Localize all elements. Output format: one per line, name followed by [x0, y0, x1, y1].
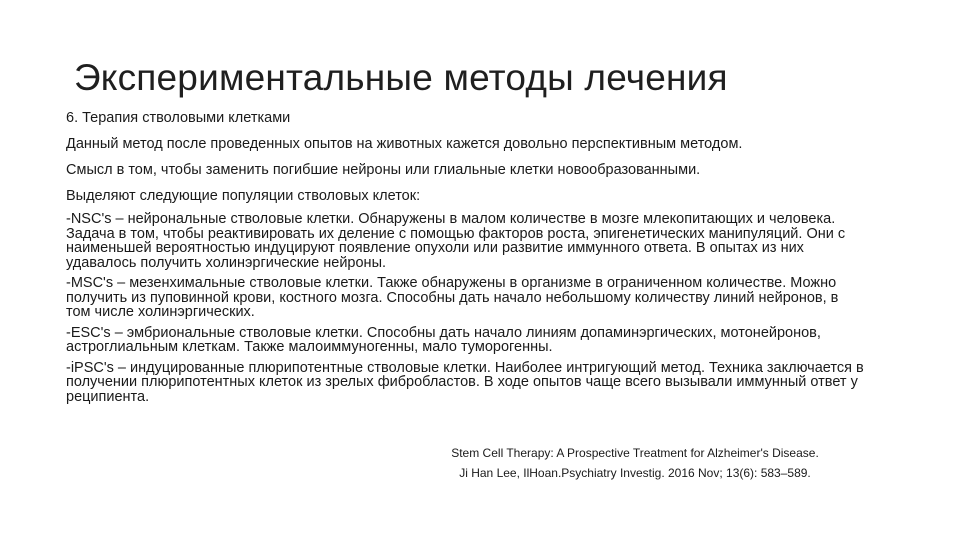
body-line: Данный метод после проведенных опытов на животных кажется довольно перспективным методом.	[66, 136, 743, 152]
citation-title: Stem Cell Therapy: A Prospective Treatment for Alzheimer's Disease.	[451, 446, 819, 460]
body-line: Выделяют следующие популяции стволовых клеток:	[66, 188, 421, 204]
ipsc-paragraph: -iPSC's – индуцированные плюрипотентные стволовые клетки. Наиболее интригующий метод. Техника заключается в получении плюрипотентных клеток из зрелых фибробластов. В ходе опытов чаще всего вызывали иммунный ответ у реципиента.	[66, 359, 864, 405]
citation	[420, 443, 850, 483]
slide-title: Экспериментальные методы лечения	[74, 57, 728, 98]
msc-paragraph: -MSC's – мезенхимальные стволовые клетки. Также обнаружены в организме в ограниченном количестве. Можно получить из пуповинной крови, костного мозга. Способны дать начало небольшому количеству линий нейронов, в том числе холинэргических.	[66, 275, 839, 320]
esc-paragraph: -ESC's – эмбриональные стволовые клетки. Способны дать начало линиям допаминэргических, мотонейронов, астроглиальным клеткам. Также малоиммуногенны, мало туморогенны.	[66, 324, 821, 355]
citation-source: Ji Han Lee, IlHoan.Psychiatry Investig. 2016 Nov; 13(6): 583–589.	[459, 466, 811, 480]
section-heading: 6. Терапия стволовыми клетками	[66, 110, 291, 126]
nsc-paragraph: -NSC's – нейрональные стволовые клетки. Обнаружены в малом количестве в мозге млекопитающих и человека. Задача в том, чтобы реактивировать их деление с помощью факторов роста, эпигенетических манипуляций. Они с наименьшей вероятностью индуцируют появление опухоли или развитие иммунного ответа. В опытах из них удавалось получить холинэргические нейроны.	[66, 211, 846, 271]
slide-body	[66, 108, 866, 410]
body-line: Смысл в том, чтобы заменить погибшие нейроны или глиальные клетки новообразованными.	[66, 162, 701, 178]
